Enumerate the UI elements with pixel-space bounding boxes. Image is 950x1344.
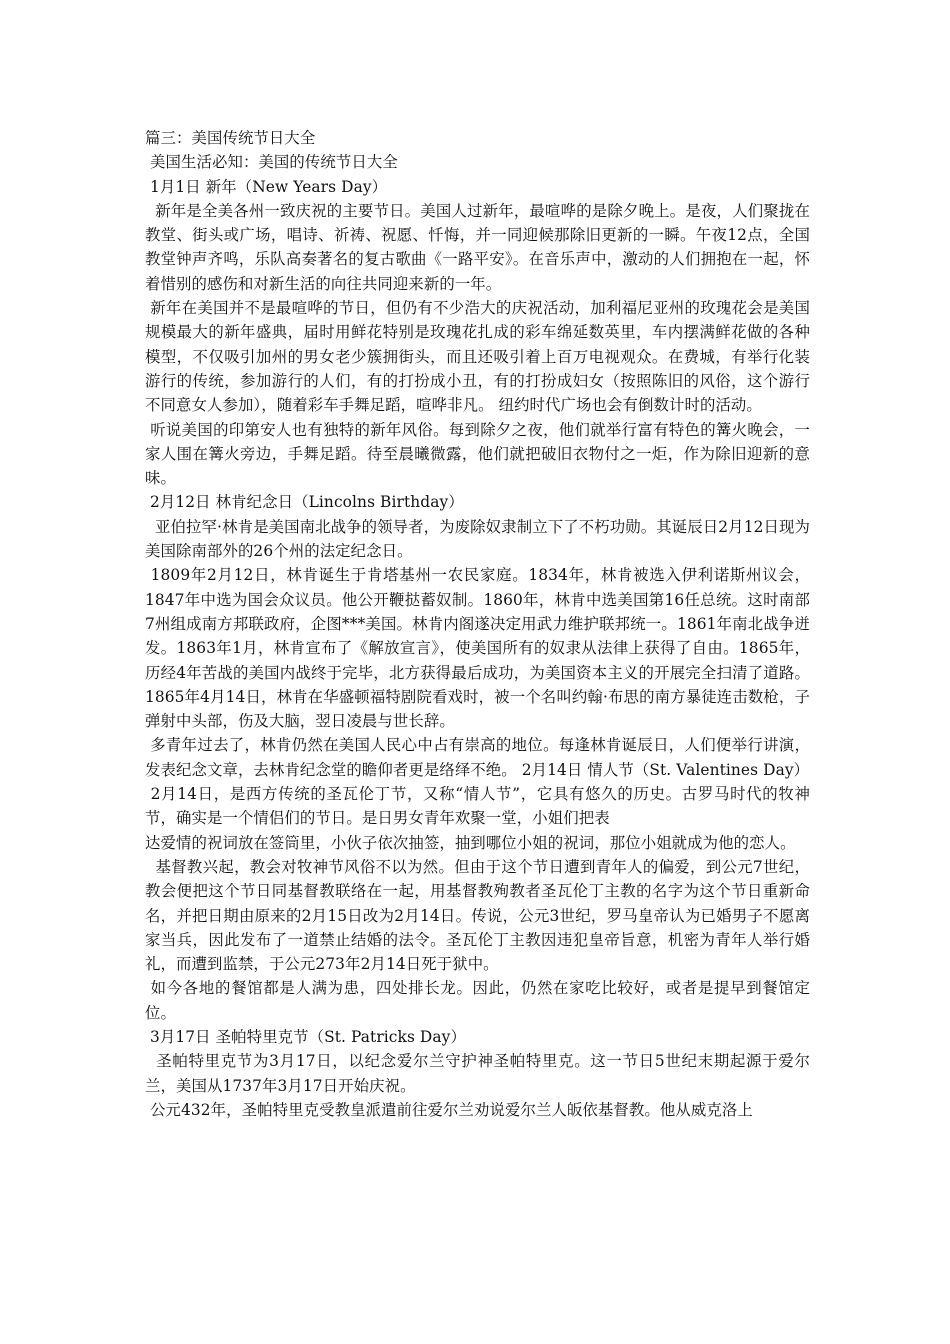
paragraph: 圣帕特里克节为3月17日，以纪念爱尔兰守护神圣帕特里克。这一节日5世纪末期起源于爱尔兰，美国从1737年3月17日开始庆祝。 — [145, 1052, 810, 1095]
paragraph: 亚伯拉罕·林肯是美国南北战争的领导者，为废除奴隶制立下了不朽功勋。其诞辰日2月12日现为美国除南部外的26个州的法定纪念日。 — [145, 517, 810, 561]
paragraph: 达爱情的祝词放在签筒里，小伙子依次抽签，抽到哪位小姐的祝词，那位小姐就成为他的恋人。 — [145, 833, 796, 852]
paragraph: 新年在美国并不是最喧哗的节日，但仍有不少浩大的庆祝活动，加利福尼亚州的玫瑰花会是美国规模最大的新年盛典，届时用鲜花特别是玫瑰花扎成的彩车绵延数英里，车内摆满鲜花做的各种模型，不仅吸引加州的男女老少簇拥街头，而且还吸引着上百万电视观众。在费城，有举行化装游行的传统，参加游行的人们，有的打扮成小丑，有的打扮成妇女（按照陈旧的风俗，这个游行不同意女人参加），随着彩车手舞足蹈，喧哗非凡。 纽约时代广场也会有倒数计时的活动。 — [145, 299, 810, 415]
paragraph: 听说美国的印第安人也有独特的新年风俗。每到除夕之夜，他们就举行富有特色的篝火晚会，一家人围在篝火旁边，手舞足蹈。待至晨曦微露，他们就把破旧衣物付之一炬，作为除旧迎新的意味。 — [145, 420, 810, 488]
paragraph: 公元432年，圣帕特里克受教皇派遣前往爱尔兰劝说爱尔兰人皈依基督教。他从威克洛上 — [145, 1100, 753, 1119]
holiday-heading-st-patrick: 3月17日 圣帕特里克节（St. Patricks Day） — [145, 1027, 466, 1046]
holiday-heading-new-year: 1月1日 新年（New Years Day） — [145, 177, 388, 196]
document-body — [145, 126, 810, 1122]
paragraph: 如今各地的餐馆都是人满为患，四处排长龙。因此，仍然在家吃比较好，或者是提早到餐馆定位。 — [145, 979, 810, 1022]
paragraph: 多青年过去了，林肯仍然在美国人民心中占有崇高的地位。每逢林肯诞辰日，人们便举行讲演，发表纪念文章，去林肯纪念堂的瞻仰者更是络绎不绝。 2月14日 情人节（St. Valentines Day） — [145, 736, 810, 779]
document-subtitle: 美国生活必知：美国的传统节日大全 — [145, 153, 398, 172]
paragraph: 基督教兴起，教会对牧神节风俗不以为然。但由于这个节日遭到青年人的偏爱，到公元7世纪，教会便把这个节日同基督教联络在一起，用基督教殉教者圣瓦伦丁主教的名字为这个节日重新命名，并把日期由原来的2月15日改为2月14日。传说，公元3世纪，罗马皇帝认为已婚男子不愿离家当兵，因此发布了一道禁止结婚的法令。圣瓦伦丁主教因违犯皇帝旨意，机密为青年人举行婚礼，而遭到监禁，于公元273年2月14日死于狱中。 — [145, 857, 810, 974]
holiday-heading-lincoln: 2月12日 林肯纪念日（Lincolns Birthday） — [145, 493, 464, 512]
paragraph: 1809年2月12日，林肯诞生于肯塔基州一农民家庭。1834年，林肯被选入伊利诺斯州议会，1847年中选为国会众议员。他公开鞭挞蓄奴制。1860年，林肯中选美国第16任总统。这时南部7州组成南方邦联政府，企图***美国。林肯内阁遂决定用武力维护联邦统一。1861年南北战争迸发。1863年1月，林肯宣布了《解放宣言》，使美国所有的奴隶从法律上获得了自由。1865年，历经4年苦战的美国内战终于完毕，北方获得最后成功，为美国资本主义的开展完全扫清了道路。1865年4月14日，林肯在华盛顿福特剧院看戏时，被一个名叫约翰·布思的南方暴徒连击数枪，子弹射中头部，伤及大脑，翌日凌晨与世长辞。 — [145, 566, 810, 731]
section-title: 篇三：美国传统节日大全 — [145, 129, 316, 147]
paragraph: 2月14日，是西方传统的圣瓦伦丁节，又称“情人节”，它具有悠久的历史。古罗马时代的牧神节，确实是一个情侣们的节日。是日男女青年欢聚一堂，小姐们把表 — [145, 785, 810, 828]
paragraph: 新年是全美各州一致庆祝的主要节日。美国人过新年，最喧哗的是除夕晚上。是夜，人们聚拢在教堂、街头或广场，唱诗、祈祷、祝愿、忏悔，并一同迎候那除旧更新的一瞬。午夜12点，全国教堂钟声齐鸣，乐队高奏著名的复古歌曲《一路平安》。在音乐声中，激动的人们拥抱在一起，怀着惜别的感伤和对新生活的向往共同迎来新的一年。 — [145, 201, 810, 293]
